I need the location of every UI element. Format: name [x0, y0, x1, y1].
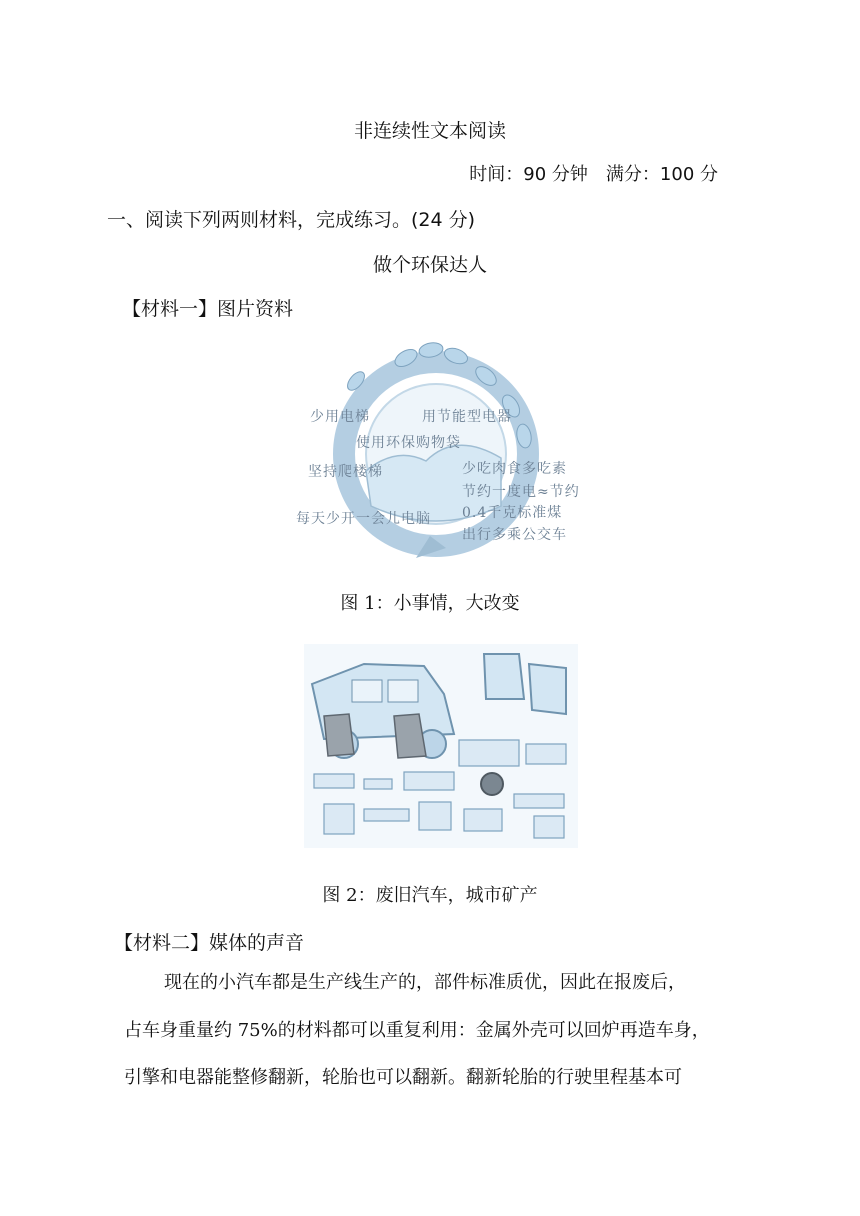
figure-1-label: 少用电梯 — [310, 409, 370, 425]
page-title: 非连续性文本阅读 — [353, 120, 506, 142]
paragraph-line: 占车身重量约 75%的材料都可以重复利用：金属外壳可以回炉再造车身， — [124, 1020, 710, 1041]
material-two-heading: 【材料二】媒体的声音 — [114, 932, 305, 954]
figure-1-label: 使用环保购物袋 — [356, 435, 461, 451]
body-paragraph — [124, 968, 764, 1088]
paragraph-line: 现在的小汽车都是生产线生产的，部件标准质优，因此在报废后， — [164, 972, 686, 993]
figure-1-label: 每天少开一会儿电脑 — [296, 511, 431, 527]
question-heading: 一、阅读下列两则材料，完成练习。(24 分) — [107, 209, 476, 231]
figure-1-label: 0.4千克标准煤 — [462, 505, 563, 521]
figure-2-illustration — [304, 644, 578, 848]
figure-1-label: 用节能型电器 — [422, 409, 512, 425]
figure-1-label: 坚持爬楼梯 — [308, 464, 383, 480]
figure-1-caption: 图 1：小事情，大改变 — [340, 593, 520, 614]
material-one-heading: 【材料一】图片资料 — [122, 298, 294, 320]
paragraph-line: 引擎和电器能整修翻新，轮胎也可以翻新。翻新轮胎的行驶里程基本可 — [124, 1067, 682, 1088]
section-subtitle: 做个环保达人 — [372, 254, 487, 276]
figure-2-caption: 图 2：废旧汽车，城市矿产 — [322, 885, 538, 906]
figure-1-label: 节约一度电≈节约 — [462, 484, 580, 500]
figure-1-illustration — [296, 336, 596, 572]
exam-meta: 时间：90 分钟 满分：100 分 — [469, 164, 718, 185]
scrap-car-graphic — [304, 644, 578, 848]
figure-1-label: 少吃肉食多吃素 — [462, 461, 567, 477]
figure-1-label: 出行多乘公交车 — [462, 527, 567, 543]
